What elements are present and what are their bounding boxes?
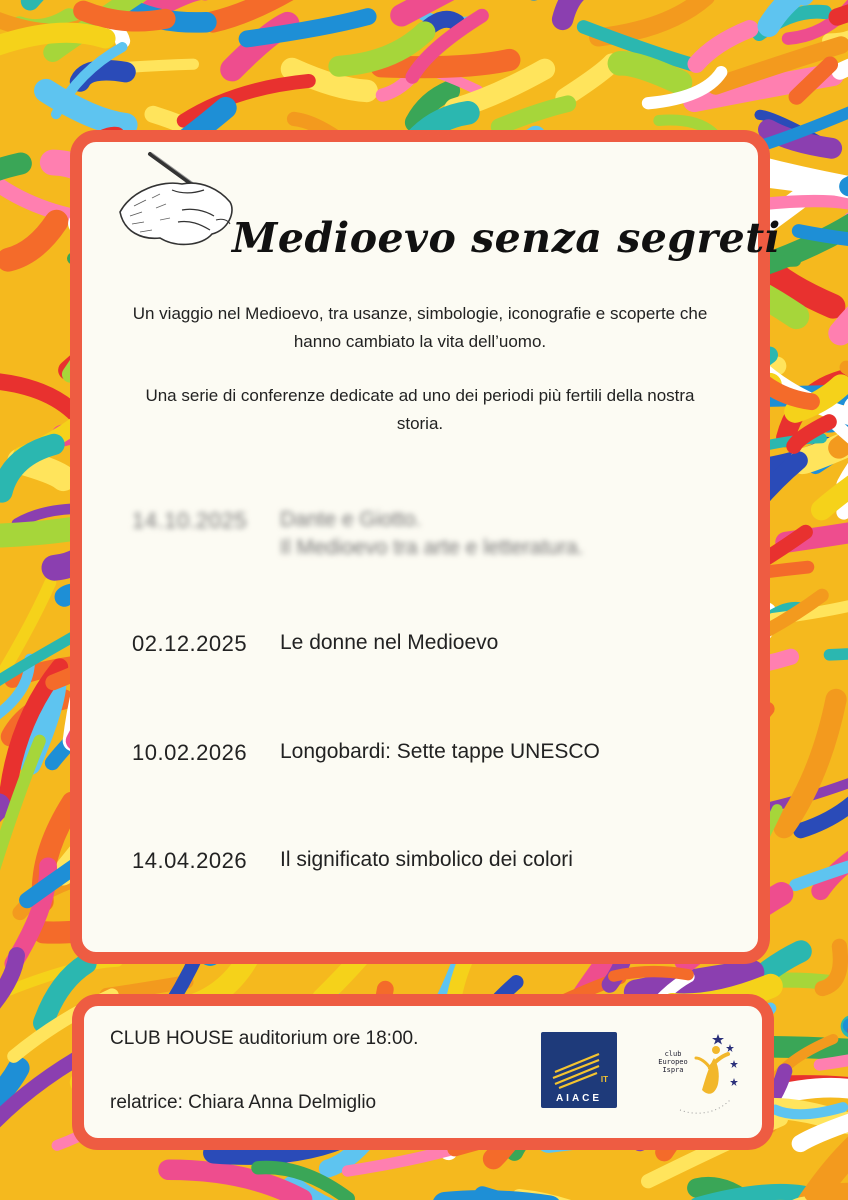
event-date: 02.12.2025 [132,631,248,656]
hand-with-quill-illustration [112,150,248,252]
event-title: Le donne nel Medioevo [280,631,499,654]
aiace-logo-sub: IT [600,1075,608,1084]
event-title: Dante e Giotto. [280,508,422,531]
aiace-logo [541,1032,617,1108]
footer-card [72,994,774,1150]
event-title: Il significato simbolico dei colori [280,848,573,871]
speaker-info: relatrice: Chiara Anna Delmiglio [110,1092,377,1113]
aiace-logo-text: AIACE [555,1093,603,1104]
poster-title: Medioevo senza segreti [232,214,781,262]
event-date: 10.02.2026 [132,740,248,765]
intro-paragraph-2: Una serie di conferenze dedicate ad uno dei periodi più fertili della nostra storia. [145,386,695,433]
intro-paragraph-1: Un viaggio nel Medioevo, tra usanze, simbologie, iconografie e scoperte che hanno cambiato la vita dell’uomo. [132,304,708,351]
main-card [70,130,781,964]
venue-info: CLUB HOUSE auditorium ore 18:00. [110,1028,419,1049]
event-subtitle: Il Medioevo tra arte e letteratura. [280,536,584,559]
club-europeo-ispra-logo [640,1028,740,1118]
event-title: Longobardi: Sette tappe UNESCO [280,740,600,763]
event-date: 14.10.2025 [132,508,248,533]
club-logo-text: club Europeo Ispra [658,1050,688,1074]
event-date: 14.04.2026 [132,848,248,873]
